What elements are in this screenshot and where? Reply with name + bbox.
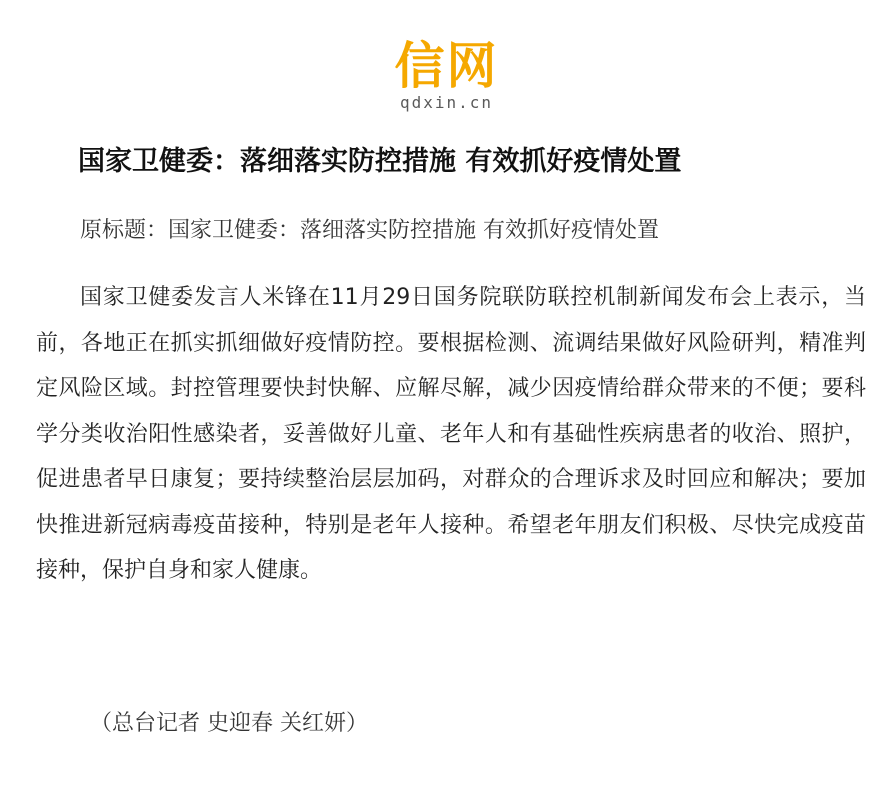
article-byline: （总台记者 史迎春 关红妍） xyxy=(90,711,368,736)
original-title: 原标题：国家卫健委：落细落实防控措施 有效抓好疫情处置 xyxy=(80,218,659,243)
logo-domain: qdxin.cn xyxy=(399,93,494,112)
article-title: 国家卫健委：落细落实防控措施 有效抓好疫情处置 xyxy=(78,146,682,177)
logo-mark: 信网 xyxy=(394,37,499,95)
site-logo xyxy=(0,38,893,112)
article-body: 国家卫健委发言人米锋在11月29日国务院联防联控机制新闻发布会上表示，当前，各地正在抓实抓细做好疫情防控。要根据检测、流调结果做好风险研判，精准判定风险区域。封控管理要快封快解、应解尽解，减少因疫情给群众带来的不便；要科学分类收治阳性感染者，妥善做好儿童、老年人和有基础性疾病患者的收治、照护，促进患者早日康复；要持续整治层层加码，对群众的合理诉求及时回应和解决；要加快推进新冠病毒疫苗接种，特别是老年人接种。希望老年朋友们积极、尽快完成疫苗接种，保护自身和家人健康。 xyxy=(36,285,866,583)
